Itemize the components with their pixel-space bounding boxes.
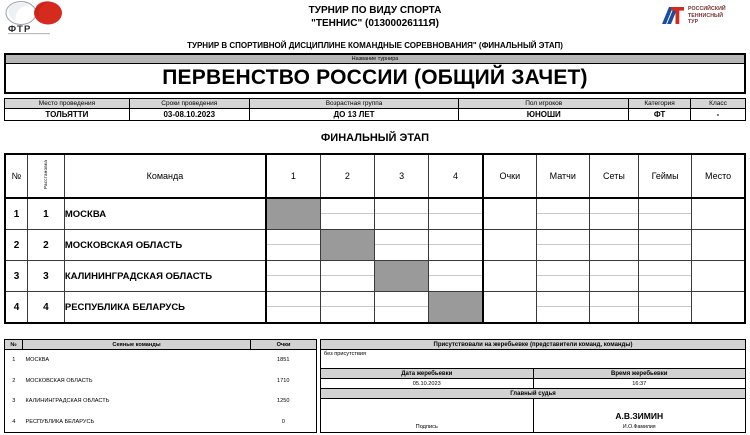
rtt-logo — [660, 2, 746, 30]
match-score-bottom — [321, 307, 374, 322]
info-header-class: Класс — [691, 99, 746, 109]
ftr-logo — [4, 1, 70, 35]
info-value-class: - — [691, 109, 746, 121]
sport-title-line2: "ТЕННИС" (01300026111Я) — [311, 18, 439, 29]
row-games[interactable] — [638, 198, 691, 230]
row-sets-top — [590, 261, 638, 276]
seeded-row-number: 1 — [12, 357, 16, 364]
seeded-row-team: РЕСПУБЛИКА БЕЛАРУСЬ — [25, 418, 95, 425]
row-matches-top — [537, 230, 589, 245]
match-cell[interactable] — [266, 292, 320, 324]
match-score-top — [375, 199, 428, 214]
sport-title-line1: ТУРНИР ПО ВИДУ СПОРТА — [308, 5, 442, 16]
match-cell[interactable] — [266, 230, 320, 261]
stage-title: ФИНАЛЬНЫЙ ЭТАП — [320, 132, 430, 144]
row-matches-top — [537, 199, 589, 214]
row-team-name: МОСКОВСКАЯ ОБЛАСТЬ — [64, 230, 266, 261]
draw-time-header: Время жеребьевки — [533, 369, 746, 379]
row-points[interactable] — [483, 230, 536, 261]
match-cell[interactable] — [429, 261, 483, 292]
row-matches[interactable] — [536, 261, 589, 292]
row-matches-bottom — [537, 307, 589, 322]
row-games-top — [639, 261, 691, 276]
info-value-gender: ЮНОШИ — [459, 109, 629, 121]
row-matches[interactable] — [536, 198, 589, 230]
row-number: 4 — [5, 292, 28, 324]
match-score-top — [429, 261, 482, 276]
column-header-opponent-3: 3 — [374, 154, 428, 198]
judge-name-cell — [533, 399, 746, 433]
row-sets[interactable] — [589, 230, 638, 261]
draw-date-value: 05.10.2023 — [321, 379, 534, 389]
match-score-top — [375, 292, 428, 307]
column-header-number: № — [5, 154, 28, 198]
rtt-logo-line2: ТЕННИСНЫЙ — [688, 12, 724, 19]
row-games-top — [639, 230, 691, 245]
info-value-category: ФТ — [629, 109, 691, 121]
info-value-dates: 03-08.10.2023 — [129, 109, 249, 121]
row-games-top — [639, 199, 691, 214]
column-header-place: Место — [692, 154, 745, 198]
seeded-row-points: 1710 — [277, 377, 290, 384]
row-number: 1 — [5, 198, 28, 230]
info-header-venue: Место проведения — [5, 99, 130, 109]
row-seeding: 3 — [28, 261, 65, 292]
row-number: 3 — [5, 261, 28, 292]
sport-title — [0, 0, 750, 30]
match-score-bottom — [321, 214, 374, 229]
attendees-value: без присутствия — [321, 350, 746, 369]
standings-row — [5, 292, 745, 324]
column-header-opponent-2: 2 — [320, 154, 374, 198]
match-score-bottom — [429, 245, 482, 260]
seeded-row-team: МОСКВА — [25, 357, 50, 364]
draw-time-value: 16:37 — [533, 379, 746, 389]
row-matches-bottom — [537, 214, 589, 229]
row-matches-top — [537, 292, 589, 307]
row-sets[interactable] — [589, 198, 638, 230]
seeded-row-team: МОСКОВСКАЯ ОБЛАСТЬ — [25, 377, 93, 384]
row-sets-bottom — [590, 214, 638, 229]
match-score-bottom — [375, 214, 428, 229]
tournament-name-caption: Название турнира — [6, 55, 744, 64]
match-cell[interactable] — [320, 261, 374, 292]
seeded-header-team: Сеяные команды — [23, 340, 251, 350]
column-header-seeding-label: Расстановка — [43, 160, 49, 190]
row-seeding: 1 — [28, 198, 65, 230]
seeded-row-number: 4 — [12, 418, 16, 425]
standings-header-row — [5, 154, 745, 198]
column-header-games: Геймы — [638, 154, 691, 198]
info-value-venue: ТОЛЬЯТТИ — [5, 109, 130, 121]
seeded-row-number: 2 — [12, 377, 16, 384]
match-score-top — [375, 230, 428, 245]
column-header-sets: Сеты — [589, 154, 638, 198]
row-number: 2 — [5, 230, 28, 261]
seeded-row — [5, 391, 317, 412]
info-header-agegroup: Возрастная группа — [249, 99, 459, 109]
row-sets-bottom — [590, 245, 638, 260]
seeded-row-team: КАЛИНИНГРАДСКАЯ ОБЛАСТЬ — [25, 398, 110, 405]
info-header-gender: Пол игроков — [459, 99, 629, 109]
match-cell[interactable] — [429, 230, 483, 261]
match-cell[interactable] — [266, 261, 320, 292]
row-games[interactable] — [638, 230, 691, 261]
match-score-bottom — [321, 276, 374, 291]
row-seeding: 4 — [28, 292, 65, 324]
match-score-top — [321, 292, 374, 307]
match-cell[interactable] — [320, 198, 374, 230]
match-cell-self — [266, 198, 320, 230]
row-matches[interactable] — [536, 292, 589, 324]
column-header-team: Команда — [64, 154, 266, 198]
attendees-header-row — [321, 340, 746, 350]
row-games-bottom — [639, 307, 691, 322]
match-score-bottom — [375, 245, 428, 260]
row-sets[interactable] — [589, 261, 638, 292]
seeded-header-row — [5, 340, 317, 350]
row-games-bottom — [639, 276, 691, 291]
info-value-row — [5, 109, 746, 121]
info-header-category: Категория — [629, 99, 691, 109]
row-matches-bottom — [537, 245, 589, 260]
tournament-name-box — [4, 53, 746, 94]
info-header-dates: Сроки проведения — [129, 99, 249, 109]
standings-row — [5, 261, 745, 292]
match-cell[interactable] — [429, 198, 483, 230]
row-games-bottom — [639, 214, 691, 229]
row-place[interactable] — [692, 261, 745, 292]
row-games-bottom — [639, 245, 691, 260]
match-score-top — [267, 230, 320, 245]
judge-name: А.В.ЗИМИН — [615, 411, 664, 421]
match-score-top — [267, 292, 320, 307]
draw-info-table — [320, 339, 746, 433]
column-header-opponent-4: 4 — [429, 154, 483, 198]
row-matches-top — [537, 261, 589, 276]
match-score-top — [429, 199, 482, 214]
match-cell[interactable] — [374, 230, 428, 261]
footer-area — [4, 339, 746, 433]
seeded-body — [5, 350, 317, 433]
seeded-header-number: № — [5, 340, 23, 350]
draw-datetime-value-row — [321, 379, 746, 389]
match-cell[interactable] — [374, 292, 428, 324]
row-team-name: КАЛИНИНГРАДСКАЯ ОБЛАСТЬ — [64, 261, 266, 292]
info-value-agegroup: ДО 13 ЛЕТ — [249, 109, 459, 121]
row-team-name: РЕСПУБЛИКА БЕЛАРУСЬ — [64, 292, 266, 324]
row-sets-top — [590, 199, 638, 214]
seeded-row — [5, 350, 317, 371]
match-score-top — [321, 261, 374, 276]
row-matches-bottom — [537, 276, 589, 291]
seeded-row-points: 0 — [281, 418, 285, 425]
match-score-top — [429, 230, 482, 245]
row-games[interactable] — [638, 292, 691, 324]
row-seeding: 2 — [28, 230, 65, 261]
judge-header-row — [321, 389, 746, 399]
match-score-top — [321, 199, 374, 214]
row-place[interactable] — [692, 230, 745, 261]
info-header-row — [5, 99, 746, 109]
attendees-header: Присутствовали на жеребьевке (представители команд, команды) — [321, 340, 746, 350]
column-header-matches: Матчи — [536, 154, 589, 198]
seeded-teams-table — [4, 339, 317, 433]
standings-row — [5, 230, 745, 261]
match-cell-self — [320, 230, 374, 261]
match-score-bottom — [429, 276, 482, 291]
seeded-row-points: 1250 — [277, 398, 290, 405]
tournament-info-bar — [4, 98, 746, 121]
rtt-logo-line1: РОССИЙСКИЙ — [688, 6, 726, 13]
seeded-row-points: 1851 — [277, 357, 290, 364]
seeded-row — [5, 370, 317, 391]
signature-label: Подпись — [415, 424, 438, 430]
match-cell-self — [429, 292, 483, 324]
column-header-opponent-1: 1 — [266, 154, 320, 198]
row-place[interactable] — [692, 292, 745, 324]
standings-grid — [4, 153, 746, 324]
column-header-points: Очки — [483, 154, 536, 198]
match-cell[interactable] — [320, 292, 374, 324]
document-header — [0, 0, 750, 38]
attendees-value-row — [321, 350, 746, 369]
match-score-bottom — [267, 245, 320, 260]
judge-name-caption: И.О.Фамилия — [622, 424, 656, 430]
column-header-seeding — [28, 154, 65, 198]
row-sets[interactable] — [589, 292, 638, 324]
rtt-logo-line3: ТУР — [688, 19, 699, 26]
row-sets-top — [590, 230, 638, 245]
signature-cell — [321, 399, 534, 433]
row-sets-bottom — [590, 276, 638, 291]
row-sets-bottom — [590, 307, 638, 322]
match-score-top — [267, 261, 320, 276]
match-cell-self — [374, 261, 428, 292]
seeded-row-number: 3 — [12, 398, 16, 405]
match-score-bottom — [267, 307, 320, 322]
judge-signature-row — [321, 399, 746, 433]
discipline-line: ТУРНИР В СПОРТИВНОЙ ДИСЦИПЛИНЕ КОМАНДНЫЕ СОРЕВНОВАНИЯ" (ФИНАЛЬНЫЙ ЭТАП) — [187, 41, 563, 50]
match-cell[interactable] — [374, 198, 428, 230]
match-score-bottom — [429, 214, 482, 229]
tournament-name-value: ПЕРВЕНСТВО РОССИИ (ОБЩИЙ ЗАЧЕТ) — [162, 66, 588, 89]
row-points[interactable] — [483, 292, 536, 324]
match-score-bottom — [375, 307, 428, 322]
standings-body — [5, 198, 745, 323]
row-points[interactable] — [483, 261, 536, 292]
row-sets-top — [590, 292, 638, 307]
draw-date-header: Дата жеребьевки — [321, 369, 534, 379]
match-score-bottom — [267, 276, 320, 291]
judge-header: Главный судья — [321, 389, 746, 399]
row-games-top — [639, 292, 691, 307]
row-place[interactable] — [692, 198, 745, 230]
row-matches[interactable] — [536, 230, 589, 261]
draw-datetime-header-row — [321, 369, 746, 379]
row-games[interactable] — [638, 261, 691, 292]
seeded-row — [5, 412, 317, 433]
standings-row — [5, 198, 745, 230]
svg-text:ФТР: ФТР — [8, 24, 32, 35]
seeded-header-points: Очки — [251, 340, 317, 350]
row-team-name: МОСКВА — [64, 198, 266, 230]
rtt-logo-text — [686, 6, 726, 26]
row-points[interactable] — [483, 198, 536, 230]
